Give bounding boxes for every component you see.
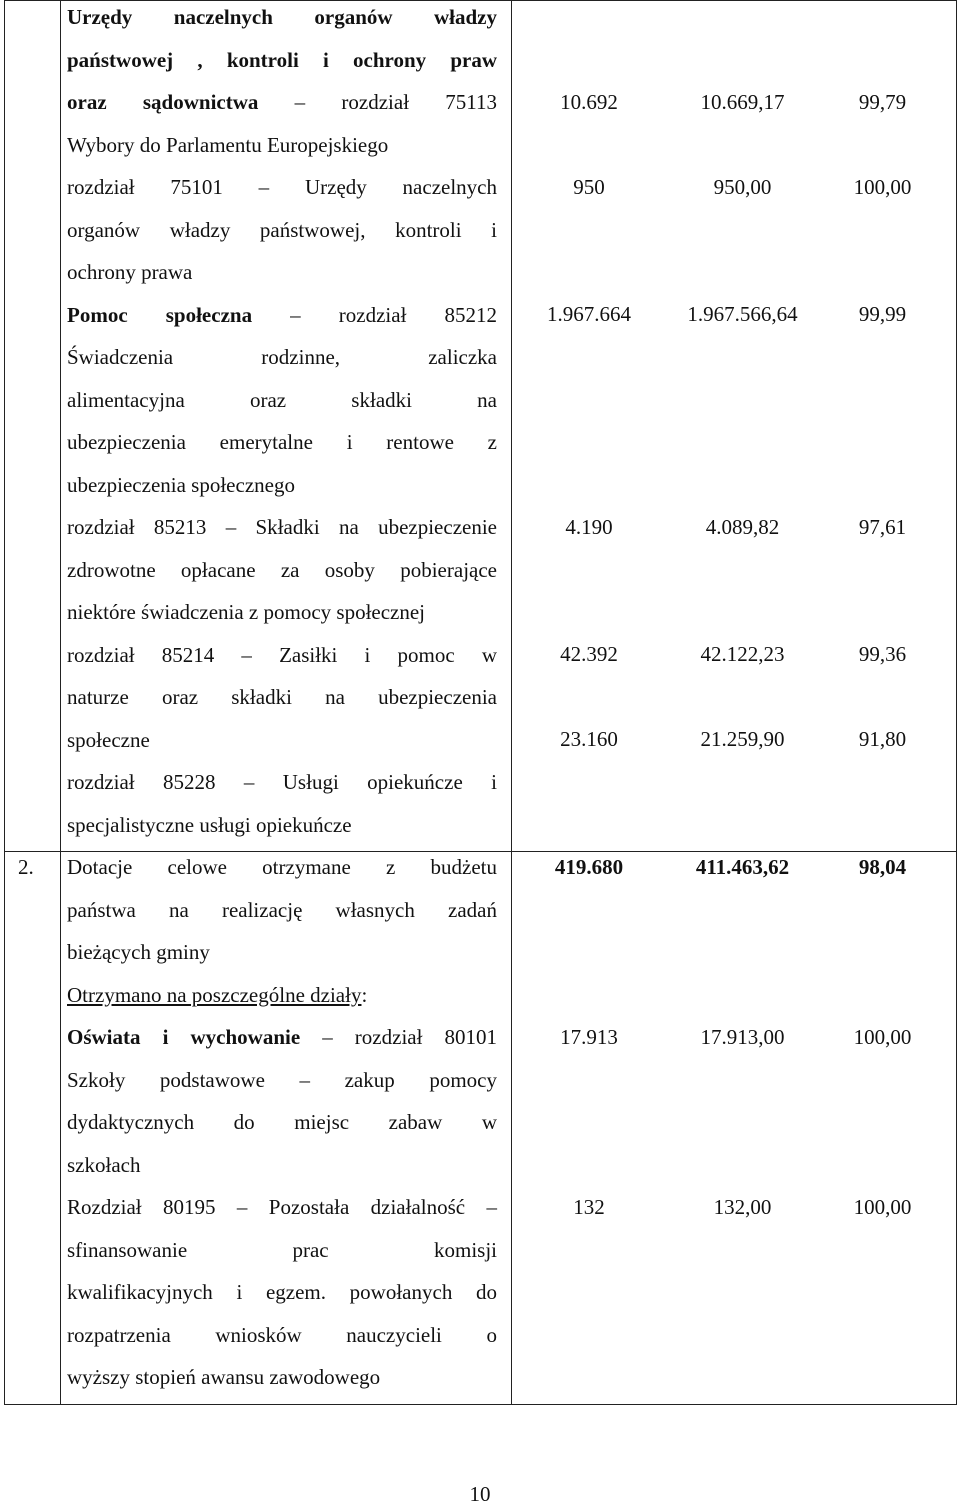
desc-line: państwowej , kontroli i ochrony praw (67, 47, 497, 72)
planned-amount: 950 (573, 175, 605, 199)
page-number: 10 (469, 1482, 491, 1506)
desc-line: niektóre świadczenia z pomocy społecznej (67, 600, 426, 624)
execution-percent: 100,00 (853, 1195, 912, 1219)
desc-line: ubezpieczenia emerytalne i rentowe z (67, 430, 497, 454)
desc-line: sfinansowanie prac komisji (67, 1237, 497, 1262)
executed-amount: 10.669,17 (700, 90, 785, 114)
planned-amount: 1.967.664 (547, 302, 631, 326)
desc-line: rozdział 85214 – Zasiłki i pomoc w (67, 642, 497, 667)
planned-amount: 132 (573, 1195, 605, 1219)
desc-line: szkołach (67, 1152, 141, 1177)
desc-line: dydaktycznych do miejsc zabaw w (67, 1110, 497, 1134)
desc-line: rozdział 85213 – Składki na ubezpieczenie (67, 515, 497, 539)
desc-line: naturze oraz składki na ubezpieczenia (67, 685, 497, 709)
desc-line: Otrzymano na poszczególne działy: (67, 982, 368, 1007)
desc-line: społeczne (67, 727, 150, 752)
desc-line: Świadczenia rodzinne, zaliczka (67, 345, 497, 369)
desc-line: Urzędy naczelnych organów władzy (67, 5, 497, 29)
desc-line: Rozdział 80195 – Pozostała działalność – (67, 1195, 497, 1219)
executed-amount: 4.089,82 (705, 515, 780, 539)
executed-amount: 132,00 (713, 1195, 772, 1219)
planned-amount: 4.190 (565, 515, 613, 539)
planned-amount: 17.913 (560, 1025, 618, 1049)
execution-percent: 100,00 (853, 1025, 912, 1049)
executed-amount: 21.259,90 (700, 727, 785, 751)
executed-amount: 1.967.566,64 (687, 302, 798, 326)
desc-line: rozdział 75101 – Urzędy naczelnych (67, 175, 497, 199)
desc-line: rozpatrzenia wniosków nauczycieli o (67, 1322, 497, 1347)
execution-percent: 99,79 (858, 90, 907, 114)
executed-amount: 950,00 (713, 175, 772, 199)
total-executed-amount: 411.463,62 (695, 855, 790, 879)
desc-line: specjalistyczne usługi opiekuńcze (67, 812, 352, 837)
desc-line: państwa na realizację własnych zadań (67, 897, 497, 922)
desc-line: kwalifikacyjnych i egzem. powołanych do (67, 1280, 497, 1304)
desc-line: Oświata i wychowanie – rozdział 80101 (67, 1025, 498, 1049)
execution-percent: 99,36 (858, 642, 907, 666)
desc-line: alimentacyjna oraz składki na (67, 387, 497, 412)
planned-amount: 42.392 (560, 642, 618, 666)
desc-line: Pomoc społeczna – rozdział 85212 (67, 302, 497, 327)
block1-description (67, 0, 497, 846)
desc-line: Wybory do Parlamentu Europejskiego (67, 132, 389, 157)
desc-line: organów władzy państwowej, kontroli i (67, 217, 497, 242)
desc-line: wyższy stopień awansu zawodowego (67, 1365, 381, 1389)
execution-percent: 100,00 (853, 175, 912, 199)
total-planned-amount: 419.680 (554, 855, 624, 879)
column-divider (60, 1, 61, 1404)
executed-amount: 17.913,00 (700, 1025, 785, 1049)
desc-line: oraz sądownictwa – rozdział 75113 (67, 90, 497, 114)
execution-percent: 91,80 (858, 727, 907, 751)
section-heading: Otrzymano na poszczególne działy (67, 982, 362, 1007)
desc-line: Szkoły podstawowe – zakup pomocy (67, 1067, 497, 1092)
row-number: 2. (18, 855, 34, 879)
desc-line: zdrowotne opłacane za osoby pobierające (67, 557, 497, 582)
execution-percent: 99,99 (858, 302, 907, 326)
desc-line: ubezpieczenia społecznego (67, 472, 295, 497)
execution-percent: 97,61 (858, 515, 907, 539)
desc-line: bieżących gminy (67, 940, 210, 964)
desc-line: Dotacje celowe otrzymane z budżetu (67, 855, 497, 879)
desc-line: ochrony prawa (67, 260, 193, 284)
planned-amount: 23.160 (560, 727, 618, 751)
desc-line: rozdział 85228 – Usługi opiekuńcze i (67, 770, 497, 794)
total-execution-percent: 98,04 (858, 855, 907, 879)
planned-amount: 10.692 (560, 90, 618, 114)
block2-description (67, 846, 497, 1399)
executed-amount: 42.122,23 (700, 642, 785, 666)
